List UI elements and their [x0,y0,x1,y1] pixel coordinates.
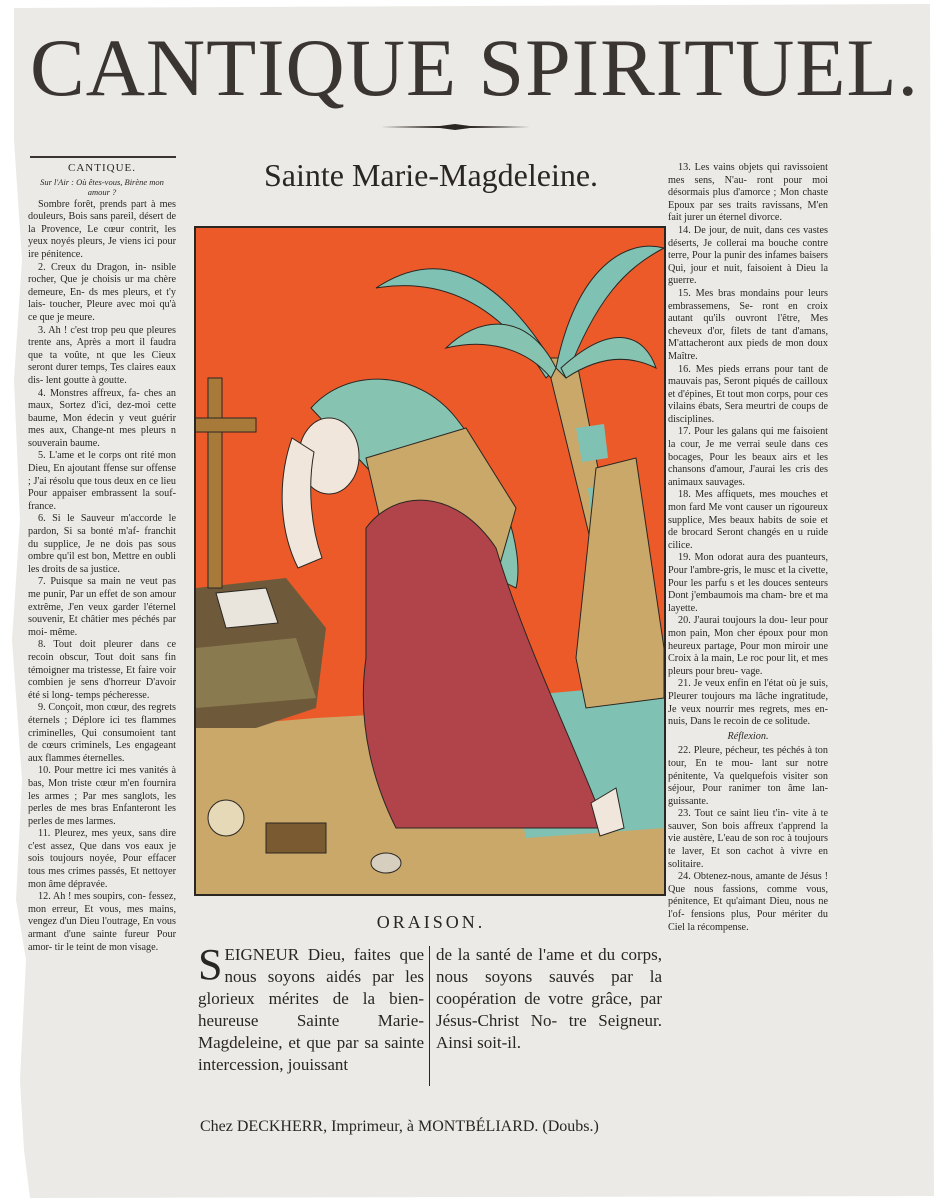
page-title: CANTIQUE SPIRITUEL. [30,22,920,113]
prayer-right: de la santé de l'ame et du corps, nous soyons sauvés par la coopération de votre grâce, par Jésus-Christ No- tre Seigneur. Ainsi soit-il. [436,945,662,1052]
ornamental-rule [380,124,530,130]
magdalene-image [196,228,664,894]
air-note: Sur l'Air : Où êtes-vous, Birène mon amour ? [40,176,164,197]
verse: 24. Obtenez-nous, amante de Jésus ! Que nous fassions, comme vous, pénitence, Et qu'aimant Dieu, nous ne l'of- fensions plus, Pour mériter du Ciel la récompense. [668,871,828,933]
verse: 4. Monstres affreux, fa- ches an maux, Sortez d'ici, dez-moi cette baume, Mon édecin y veut guérir mes aux, Change-nt mes pleurs n souverain baume. [28,387,176,449]
verse: 2. Creux du Dragon, in- nsible rocher, Que je choisis ur ma chère demeure, En- ds mes pleurs, et t'y lais- toucher, Pleure avec moi qu'à ce que je meure. [28,261,176,323]
verse: 10. Pour mettre ici mes vanités à bas, Mon triste cœur m'en fournira les armes ; Par mes sanglots, les perles de mes bras Enfanteront les perles de mes larmes. [28,765,176,827]
prayer-left [198,940,424,1076]
verse: 19. Mon odorat aura des puanteurs, Pour l'ambre-gris, le musc et la civette, Pour les parfu s et les douces senteurs Dont j'embaumois ma cham- bre et ma layette. [668,552,828,614]
left-column [28,162,176,1102]
verse: 12. Ah ! mes soupirs, con- fessez, mon erreur, Et vous, mes mains, vengez d'un Dieu l'outrage, En vous armant d'une sainte fureur Pour amor- tir le teint de mon visage. [28,891,176,953]
verse: 9. Conçoit, mon cœur, des regrets éternels ; Déplore ici tes flammes criminelles, Qui consumoient tant de cœurs criminels, Les engageant aux flammes éternelles. [28,702,176,764]
verse: 22. Pleure, pécheur, tes péchés à ton tour, En te mou- lant sur notre pénitente, Va quelquefois visiter son séjour, Pour ranimer ton âme lan- guissante. [668,745,828,807]
right-column [668,162,828,1102]
verse: 15. Mes bras mondains pour leurs embrassemens, Se- ront en croix autant qu'ils ouvront l'être, Mes cheveux d'or, filets de tant d'amans, M'attacheront aux pieds de mon doux Maître. [668,287,828,362]
verse: 16. Mes pieds errans pour tant de mauvais pas, Seront piqués de cailloux et d'épines, Et tout mon corps, pour ces vilains ébats, Sera meurtri de coups de disciplines. [668,363,828,425]
verse: 23. Tout ce saint lieu t'in- vite à te sauver, Son bois affreux t'apprend la vie austère, L'eau de son roc à toujours te laver, Et son cachot à vivre en solitaire. [668,808,828,870]
reflexion-heading: Réflexion. [727,730,769,742]
drop-cap: S [198,940,223,989]
prayer-divider [429,946,430,1086]
verse: 5. L'ame et le corps ont rité mon Dieu, En ajoutant ffense sur offense ; J'ai résolu que tous deux en ce lieu Pour appaiser embrassent la souf- france. [28,450,176,512]
verse: 7. Puisque sa main ne veut pas me punir, Par un effet de son amour extrême, J'en veux garder l'éternel souvenir, Et châtier mes péchés par moi- même. [28,576,176,638]
woodcut-illustration [194,226,666,896]
verse: 18. Mes affiquets, mes mouches et mon fard Me vont causer un rigoureux supplice, Mes beaux habits de soie et de brocard Seront changés en u ruide cilice. [668,489,828,551]
verse: 13. Les vains objets qui ravissoient mes sens, N'au- ront pour moi désormais plus d'amorce ; Mon chaste Epoux par ses traits ravissans, M'en fait jurer un éternel divorce. [668,162,828,224]
verse: 21. Je veux enfin en l'état où je suis, Pleurer toujours ma lâche ingratitude, Je veux nourrir mes regrets, mes en- nuis, Dans le recoin de ce solitude. [668,678,828,728]
prayer-text-left: EIGNEUR Dieu, faites que nous soyons aidés par les glorieux mérites de la bien- heureuse Sainte Marie- Magdeleine, et que par sa sainte intercession, jouissant [198,945,424,1074]
verse: 17. Pour les galans qui me faisoient la cour, Je me verrai seule dans ces bocages, Pour les beaux airs et les chansons d'amour, J'aurai les cris des animaux sauvages. [668,426,828,488]
column-rule [30,156,176,158]
verse: 11. Pleurez, mes yeux, sans dire c'est assez, Que dans vos eaux je sois toujours noyée, Pour effacer tous mes crimes passés, Et nettoyer mon âme dépravée. [28,828,176,890]
oraison-heading: ORAISON. [376,912,486,932]
verse: 8. Tout doit pleurer dans ce recoin obscur, Tout doit sans fin témoigner ma tristesse, Et faire voir combien je sens d'horreur D'avoir été si long- temps pécheresse. [28,639,176,701]
verse: 3. Ah ! c'est trop peu que pleures trente ans, Après a mort il faudra que ta voûte, nt que les Cieux seront durer temps, Tes claires eaux dis- lent goutte à goutte. [28,324,176,386]
verse: Sombre forêt, prends part à mes douleurs, Bois sans pareil, désert de la Provence, Le cœur contrit, les yeux noyés pleurs, Je viens ici pour ire pénitence. [28,198,176,260]
verse: 20. J'aurai toujours la dou- leur pour mon pain, Mon cher époux pour mon heureux partage, Pour mon miroir une Croix à la main, Le roc pour lit, et mes pleurs pour breu- vage. [668,615,828,677]
cantique-heading: CANTIQUE. [68,162,136,174]
printer-imprint: Chez DECKHERR, Imprimeur, à MONTBÉLIARD. (Doubs.) [200,1118,599,1135]
page-subtitle: Sainte Marie-Magdeleine. [263,157,599,193]
verse: 14. De jour, de nuit, dans ces vastes déserts, Je collerai ma bouche contre terre, Pour la punir des infames baisers Qui, jour et nuit, faisoient à Dieu la guerre. [668,224,828,287]
verse: 6. Si le Sauveur m'accorde le pardon, Si sa bonté m'af- franchit du supplice, Je ne dois pas sous ombre qu'il est bon, Mettre en oubli les droits de sa justice. [28,513,176,575]
